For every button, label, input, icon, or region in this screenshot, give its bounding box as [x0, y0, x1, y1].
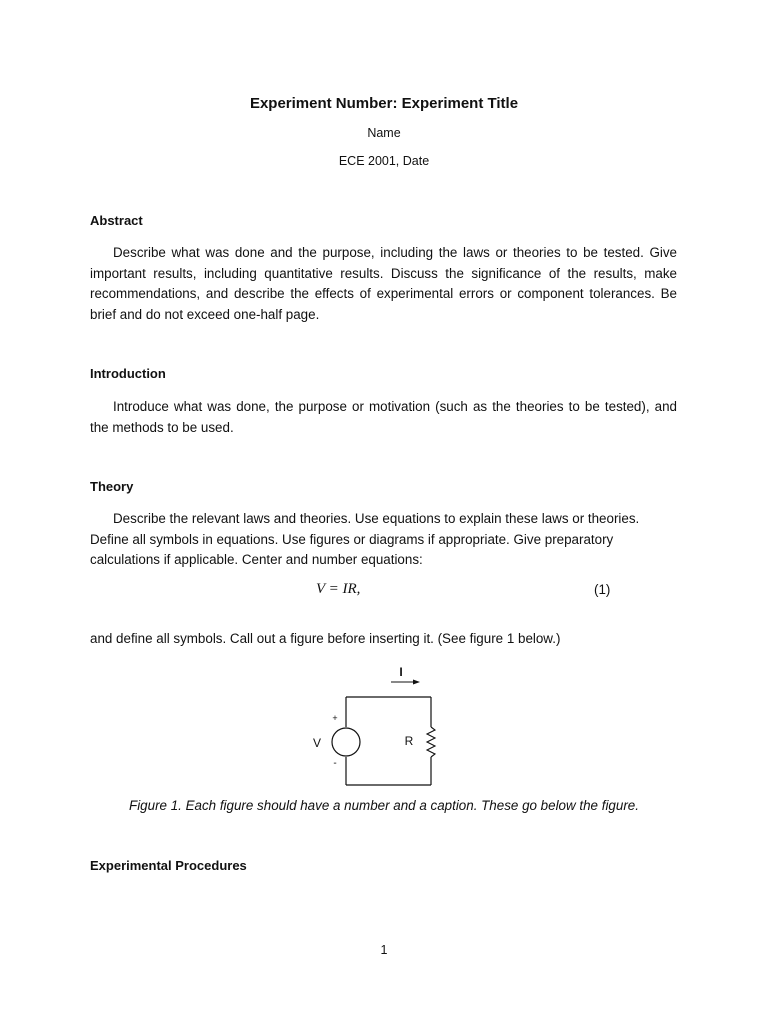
resistor-zigzag	[427, 727, 435, 757]
voltage-source-circle	[332, 728, 360, 756]
theory-after-equation: and define all symbols. Call out a figure before inserting it. (See figure 1 below.)	[90, 631, 561, 646]
figure-caption: Figure 1. Each figure should have a number and a caption. These go below the figure.	[129, 798, 639, 813]
minus-sign: -	[333, 758, 337, 769]
theory-body: Describe the relevant laws and theories. Use equations to explain these laws or theories. Define all symbols in equations. Use figures or diagrams if appropriate. Give preparatory calculations if applicable. Center and number equations:	[90, 511, 640, 567]
voltage-label: V	[312, 736, 322, 750]
course-date: ECE 2001, Date	[338, 154, 430, 168]
resistor-label: R	[404, 734, 414, 748]
circuit-diagram	[300, 660, 450, 792]
theory-heading: Theory	[90, 479, 134, 494]
abstract-body: Describe what was done and the purpose, including the laws or theories to be tested. Give important results, including quantitative results. Discuss the significance of the results, make recommendations, and describe the effects of experimental errors or component tolerances. Be brief and do not exceed one-half page.	[90, 245, 677, 322]
equation: V = IR,	[316, 581, 361, 597]
author-name: Name	[367, 126, 401, 140]
current-arrow-head	[413, 680, 420, 685]
current-label: I	[399, 665, 403, 679]
plus-sign: +	[332, 713, 338, 723]
introduction-body: Introduce what was done, the purpose or motivation (such as the theories to be tested), and the methods to be used.	[90, 399, 677, 435]
document-title: Experiment Number: Experiment Title	[249, 95, 519, 112]
page-number: 1	[380, 943, 388, 957]
abstract-heading: Abstract	[90, 213, 143, 228]
introduction-heading: Introduction	[90, 366, 166, 381]
procedures-heading: Experimental Procedures	[90, 858, 247, 873]
equation-number: (1)	[594, 582, 611, 597]
